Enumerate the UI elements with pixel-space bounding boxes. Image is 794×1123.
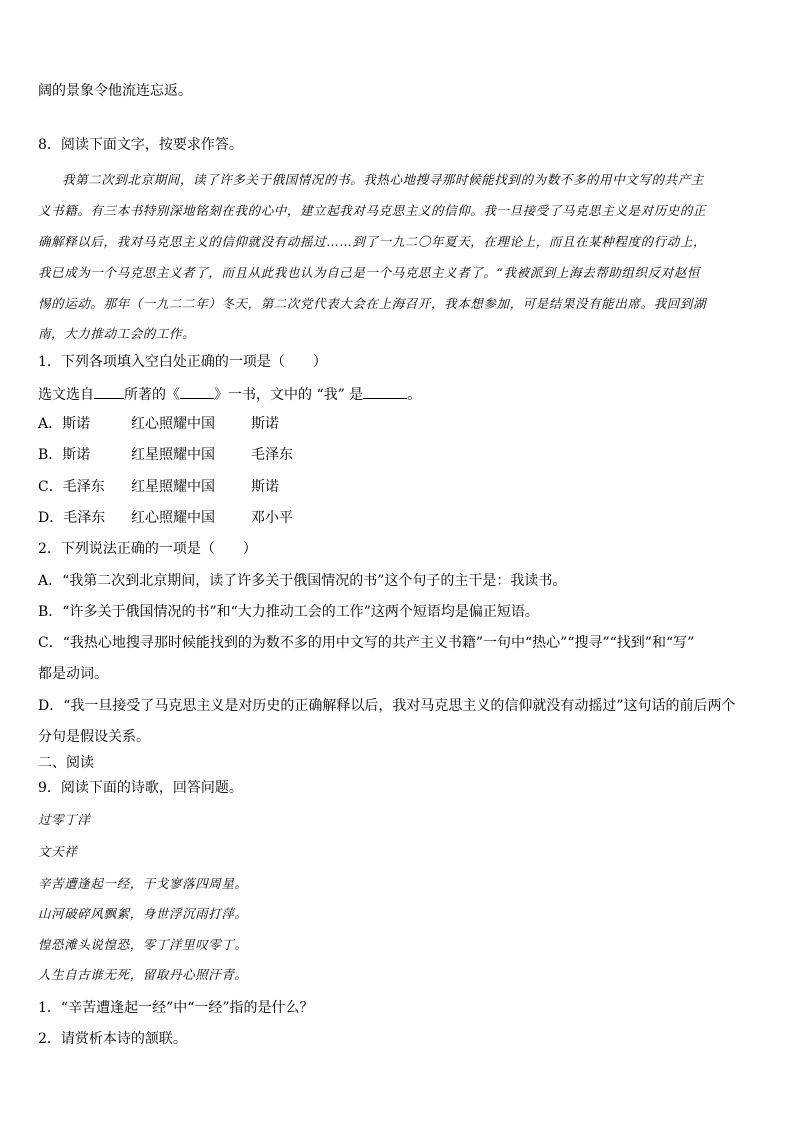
blank-1: [94, 386, 124, 399]
passage-line-5: 惕的运动。那年（一九二二年）冬天，第二次党代表大会在上海召开，我本想参加，可是结果没有能出席。我回到湖: [38, 296, 707, 311]
fill-text-b: 所著的《: [124, 387, 180, 403]
poem-line-3: 惶恐滩头说惶恐，零丁洋里叹零丁。: [38, 937, 248, 952]
top-continuation-line: 阔的景象令他流连忘返。: [38, 83, 192, 99]
q9-sub2: 2．请赏析本诗的颔联。: [38, 1031, 187, 1047]
option-book: 红星照耀中国: [131, 479, 215, 495]
q8-sub2-option-c-line2: 都是动词。: [38, 666, 108, 682]
q8-sub1-fill-line: [38, 386, 421, 404]
blank-3: [363, 386, 407, 399]
q8-sub2-option-c-line1: C．“我热心地搜寻那时候能找到的为数不多的用中文写的共产主义书籍”一句中“热心”“搜寻”“找到”和“写”: [38, 635, 695, 651]
q8-sub1-stem: 1．下列各项填入空白处正确的一项是（ ）: [38, 354, 327, 370]
option-label: A．斯诺: [38, 416, 91, 432]
passage-line-3: 确解释以后，我对马克思主义的信仰就没有动摇过……到了一九二〇年夏天，在理论上，而且在某种程度的行动上，: [38, 234, 707, 249]
poem-title: 过零丁洋: [38, 812, 91, 827]
fill-text-a: 选文选自: [38, 387, 94, 403]
poem-line-4: 人生自古谁无死，留取丹心照汗青。: [38, 967, 248, 982]
option-b: [38, 447, 438, 464]
q8-sub2-stem: 2．下列说法正确的一项是（ ）: [38, 541, 257, 557]
q8-sub2-option-b: B．“许多关于俄国情况的书”和“大力推动工会的工作”这两个短语均是偏正短语。: [38, 604, 539, 620]
option-d: [38, 510, 438, 527]
option-book: 红心照耀中国: [131, 510, 215, 526]
option-person: 邓小平: [251, 510, 293, 526]
section-heading: 二、阅读: [38, 755, 94, 771]
passage-line-6: 南，大力推动工会的工作。: [38, 326, 196, 341]
option-label: D．毛泽东: [38, 510, 106, 526]
passage-line-4: 我已成为一个马克思主义者了，而且从此我也认为自己是一个马克思主义者了。“我被派到上海去帮助组织反对赵恒: [38, 265, 700, 280]
q9-sub1: 1．“辛苦遭逢起一经”中“一经”指的是什么？: [38, 1000, 314, 1016]
option-person: 斯诺: [251, 479, 279, 495]
option-book: 红心照耀中国: [131, 416, 215, 432]
poem-line-1: 辛苦遭逢起一经，干戈寥落四周星。: [38, 876, 248, 891]
passage-line-1: 我第二次到北京期间，读了许多关于俄国情况的书。我热心地搜寻那时候能找到的为数不多的用中文写的共产主: [62, 172, 704, 187]
option-a: [38, 416, 438, 433]
option-label: C．毛泽东: [38, 479, 105, 495]
fill-text-d: 。: [407, 387, 422, 403]
blank-2: [180, 386, 214, 399]
option-person: 毛泽东: [251, 447, 293, 463]
passage-line-2: 义书籍。有三本书特别深地铭刻在我的心中，建立起我对马克思主义的信仰。我一旦接受了马克思主义是对历史的正: [38, 203, 707, 218]
poem-author: 文天祥: [38, 844, 78, 859]
q8-sub2-option-a: A．“我第二次到北京期间，读了许多关于俄国情况的书”这个句子的主干是：我读书。: [38, 573, 567, 589]
option-c: [38, 479, 438, 496]
q9-header: 9．阅读下面的诗歌，回答问题。: [38, 780, 243, 796]
fill-text-c: 》一书，文中的 “我” 是: [214, 387, 364, 403]
option-person: 斯诺: [251, 416, 279, 432]
q8-header: 8．阅读下面文字，按要求作答。: [38, 137, 243, 153]
q8-sub2-option-d-line1: D．“我一旦接受了马克思主义是对历史的正确解释以后，我对马克思主义的信仰就没有动摇过”这句话的前后两个: [38, 698, 736, 714]
option-book: 红星照耀中国: [131, 447, 215, 463]
q8-sub2-option-d-line2: 分句是假设关系。: [38, 729, 150, 745]
poem-line-2: 山河破碎风飘絮，身世浮沉雨打萍。: [38, 906, 248, 921]
option-label: B．斯诺: [38, 447, 91, 463]
